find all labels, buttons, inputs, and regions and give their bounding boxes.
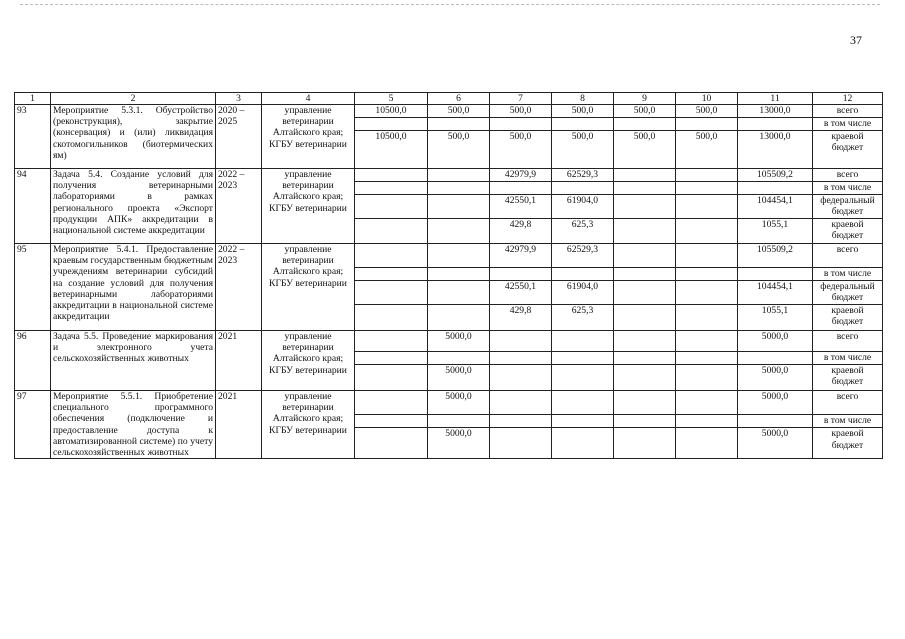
amount-col-6 (428, 244, 490, 268)
amount-col-6 (428, 195, 490, 219)
amount-col-8: 500,0 (552, 105, 614, 118)
amount-col-10 (676, 391, 738, 415)
amount-col-5 (355, 415, 428, 428)
amount-col-6: 5000,0 (428, 331, 490, 352)
header-cell-1: 1 (15, 93, 51, 105)
table-row (15, 105, 883, 118)
header-cell-5: 5 (355, 93, 428, 105)
amount-col-5 (355, 281, 428, 305)
table-row (15, 244, 883, 268)
amount-col-10 (676, 118, 738, 131)
amount-col-9 (614, 391, 676, 415)
amount-col-11: 104454,1 (738, 195, 813, 219)
amount-col-11 (738, 118, 813, 131)
amount-col-11: 13000,0 (738, 131, 813, 169)
amount-col-10 (676, 305, 738, 331)
amount-col-8: 625,3 (552, 305, 614, 331)
amount-col-7 (490, 428, 552, 459)
amount-col-9 (614, 428, 676, 459)
amount-col-10 (676, 281, 738, 305)
executor: управление ветеринарии Алтайского края; КГБУ ветеринарии (262, 169, 355, 244)
amount-col-9 (614, 365, 676, 391)
funding-source: краевой бюджет (813, 131, 883, 169)
amount-col-10 (676, 182, 738, 195)
amount-col-5 (355, 428, 428, 459)
header-cell-8: 8 (552, 93, 614, 105)
amount-col-10 (676, 331, 738, 352)
amount-col-5: 10500,0 (355, 131, 428, 169)
amount-col-5 (355, 219, 428, 244)
activity-name: Задача 5.5. Проведение маркирования и электронного учета сельскохозяйственных животных (51, 331, 216, 391)
amount-col-5 (355, 118, 428, 131)
executor: управление ветеринарии Алтайского края; КГБУ ветеринарии (262, 331, 355, 391)
amount-col-6: 500,0 (428, 105, 490, 118)
amount-col-8 (552, 352, 614, 365)
amount-col-9 (614, 219, 676, 244)
amount-col-7 (490, 268, 552, 281)
amount-col-10 (676, 415, 738, 428)
activity-name: Мероприятие 5.3.1. Обустройство (реконструкция), закрытие (консервация) и (или) ликвидация скотомогильников (биотермических ям) (51, 105, 216, 169)
header-row (15, 93, 883, 105)
funding-source: федеральный бюджет (813, 281, 883, 305)
amount-col-8: 62529,3 (552, 169, 614, 182)
amount-col-6: 500,0 (428, 131, 490, 169)
amount-col-5 (355, 182, 428, 195)
header-cell-4: 4 (262, 93, 355, 105)
amount-col-8: 62529,3 (552, 244, 614, 268)
funding-source: в том числе (813, 268, 883, 281)
amount-col-10 (676, 268, 738, 281)
amount-col-5 (355, 305, 428, 331)
row-number: 96 (15, 331, 51, 391)
amount-col-7: 42550,1 (490, 281, 552, 305)
amount-col-10 (676, 195, 738, 219)
funding-source: всего (813, 105, 883, 118)
amount-col-7: 429,8 (490, 219, 552, 244)
amount-col-11: 1055,1 (738, 219, 813, 244)
funding-source: краевой бюджет (813, 365, 883, 391)
amount-col-6: 5000,0 (428, 428, 490, 459)
funding-source: в том числе (813, 182, 883, 195)
implementation-term: 2021 (216, 331, 262, 391)
amount-col-11: 1055,1 (738, 305, 813, 331)
implementation-term: 2021 (216, 391, 262, 459)
row-number: 93 (15, 105, 51, 169)
funding-source: краевой бюджет (813, 428, 883, 459)
amount-col-9: 500,0 (614, 131, 676, 169)
amount-col-8: 625,3 (552, 219, 614, 244)
amount-col-11: 5000,0 (738, 365, 813, 391)
activity-name: Мероприятие 5.4.1. Предоставление краевым государственным бюджетным учреждениям ветеринарии субсидий на создание условий для получения ветеринарными лабораториями аккредитации в национальной системе аккредитации (51, 244, 216, 331)
activity-name: Мероприятие 5.5.1. Приобретение специального программного обеспечения (подключение и предоставление доступа к автоматизированной системе) по учету сельскохозяйственных животных (51, 391, 216, 459)
amount-col-7 (490, 118, 552, 131)
row-number: 94 (15, 169, 51, 244)
amount-col-7 (490, 391, 552, 415)
amount-col-5 (355, 352, 428, 365)
amount-col-10 (676, 365, 738, 391)
amount-col-5 (355, 169, 428, 182)
amount-col-9 (614, 331, 676, 352)
amount-col-11 (738, 415, 813, 428)
amount-col-5 (355, 331, 428, 352)
implementation-term: 2022 – 2023 (216, 169, 262, 244)
amount-col-10 (676, 244, 738, 268)
amount-col-7: 42979,9 (490, 244, 552, 268)
amount-col-8 (552, 365, 614, 391)
amount-col-7: 42979,9 (490, 169, 552, 182)
amount-col-7 (490, 331, 552, 352)
amount-col-10 (676, 219, 738, 244)
amount-col-7: 42550,1 (490, 195, 552, 219)
funding-source: всего (813, 391, 883, 415)
amount-col-6 (428, 305, 490, 331)
header-cell-6: 6 (428, 93, 490, 105)
funding-source: всего (813, 169, 883, 182)
amount-col-9 (614, 281, 676, 305)
amount-col-10 (676, 352, 738, 365)
executor: управление ветеринарии Алтайского края; КГБУ ветеринарии (262, 105, 355, 169)
amount-col-5 (355, 244, 428, 268)
funding-source: в том числе (813, 352, 883, 365)
amount-col-9 (614, 118, 676, 131)
amount-col-8 (552, 415, 614, 428)
funding-source: в том числе (813, 118, 883, 131)
amount-col-11 (738, 268, 813, 281)
amount-col-11: 5000,0 (738, 428, 813, 459)
amount-col-8 (552, 182, 614, 195)
amount-col-9 (614, 268, 676, 281)
amount-col-11 (738, 182, 813, 195)
amount-col-9 (614, 182, 676, 195)
executor: управление ветеринарии Алтайского края; КГБУ ветеринарии (262, 391, 355, 459)
header-cell-11: 11 (738, 93, 813, 105)
header-cell-12: 12 (813, 93, 883, 105)
amount-col-6 (428, 415, 490, 428)
amount-col-8: 61904,0 (552, 281, 614, 305)
amount-col-8 (552, 428, 614, 459)
amount-col-7: 500,0 (490, 105, 552, 118)
amount-col-11: 5000,0 (738, 391, 813, 415)
amount-col-9 (614, 305, 676, 331)
table-row (15, 331, 883, 352)
header-cell-10: 10 (676, 93, 738, 105)
header-cell-7: 7 (490, 93, 552, 105)
amount-col-7 (490, 415, 552, 428)
amount-col-6 (428, 219, 490, 244)
amount-col-9 (614, 415, 676, 428)
amount-col-5 (355, 391, 428, 415)
amount-col-9 (614, 244, 676, 268)
amount-col-7 (490, 182, 552, 195)
amount-col-10 (676, 169, 738, 182)
amount-col-8 (552, 391, 614, 415)
header-cell-3: 3 (216, 93, 262, 105)
table-row (15, 169, 883, 182)
funding-source: всего (813, 331, 883, 352)
amount-col-6 (428, 281, 490, 305)
amount-col-6: 5000,0 (428, 365, 490, 391)
amount-col-9 (614, 169, 676, 182)
amount-col-5 (355, 195, 428, 219)
funding-source: краевой бюджет (813, 305, 883, 331)
amount-col-11: 105509,2 (738, 244, 813, 268)
amount-col-11: 5000,0 (738, 331, 813, 352)
amount-col-7: 500,0 (490, 131, 552, 169)
amount-col-9 (614, 352, 676, 365)
amount-col-6 (428, 182, 490, 195)
implementation-term: 2020 – 2025 (216, 105, 262, 169)
amount-col-10: 500,0 (676, 105, 738, 118)
amount-col-6 (428, 352, 490, 365)
amount-col-5 (355, 268, 428, 281)
program-activities-table (14, 92, 883, 459)
amount-col-11: 105509,2 (738, 169, 813, 182)
amount-col-11: 13000,0 (738, 105, 813, 118)
amount-col-6 (428, 169, 490, 182)
header-cell-9: 9 (614, 93, 676, 105)
amount-col-8: 500,0 (552, 131, 614, 169)
header-cell-2: 2 (51, 93, 216, 105)
amount-col-11 (738, 352, 813, 365)
scan-edge-line (20, 4, 880, 7)
amount-col-6 (428, 118, 490, 131)
amount-col-8: 61904,0 (552, 195, 614, 219)
amount-col-9: 500,0 (614, 105, 676, 118)
activity-name: Задача 5.4. Создание условий для получения ветеринарными лабораториями в рамках регионального проекта «Экспорт продукции АПК» аккредитации в национальной системе аккредитации (51, 169, 216, 244)
funding-source: всего (813, 244, 883, 268)
implementation-term: 2022 – 2023 (216, 244, 262, 331)
amount-col-5: 10500,0 (355, 105, 428, 118)
table-row (15, 391, 883, 415)
amount-col-8 (552, 118, 614, 131)
amount-col-10 (676, 428, 738, 459)
funding-source: в том числе (813, 415, 883, 428)
amount-col-11: 104454,1 (738, 281, 813, 305)
amount-col-10: 500,0 (676, 131, 738, 169)
amount-col-8 (552, 268, 614, 281)
amount-col-6: 5000,0 (428, 391, 490, 415)
amount-col-7 (490, 365, 552, 391)
row-number: 95 (15, 244, 51, 331)
page-number: 37 (850, 33, 862, 47)
row-number: 97 (15, 391, 51, 459)
amount-col-7: 429,8 (490, 305, 552, 331)
amount-col-7 (490, 352, 552, 365)
funding-source: федеральный бюджет (813, 195, 883, 219)
amount-col-6 (428, 268, 490, 281)
amount-col-5 (355, 365, 428, 391)
amount-col-8 (552, 331, 614, 352)
executor: управление ветеринарии Алтайского края; КГБУ ветеринарии (262, 244, 355, 331)
amount-col-9 (614, 195, 676, 219)
funding-source: краевой бюджет (813, 219, 883, 244)
